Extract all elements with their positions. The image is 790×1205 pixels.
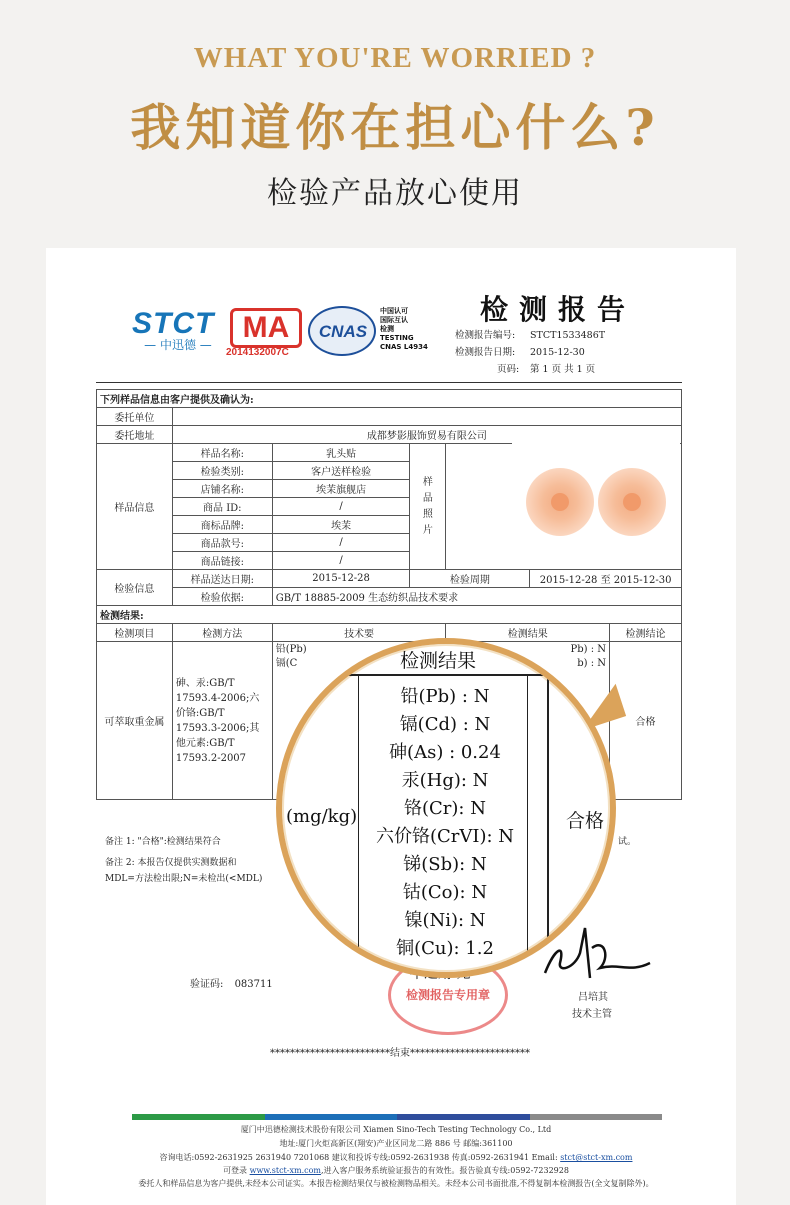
report-number-row xyxy=(455,327,605,341)
magnifier-vline xyxy=(547,674,549,962)
report-number: STCT1533486T xyxy=(530,330,606,341)
result-item: 可萃取重金属 xyxy=(97,642,173,800)
magnifier-row: 镉(Cd) : N xyxy=(399,714,491,735)
col-item: 检测项目 xyxy=(97,624,173,642)
sample-row-value: 埃茉 xyxy=(272,516,410,534)
cnas-side-line: 中国认可 xyxy=(380,307,408,315)
footer-address: 地址:厦门火炬高新区(翔安)产业区同龙二路 886 号 邮编:361100 xyxy=(279,1139,513,1148)
footer-disclaimer: 委托人和样品信息为客户提供,未经本公司证实。本报告检测结果仅与被检测物品相关。未经本公司书面批准,不得复制本检测报告(全文复制除外)。 xyxy=(138,1179,654,1188)
period-label: 检验周期 xyxy=(410,570,530,588)
report-date: 2015-12-30 xyxy=(530,347,585,358)
magnifier-row: 汞(Hg): N xyxy=(401,770,489,791)
note-3: MDL=方法检出限;N=未检出(<MDL) xyxy=(105,874,263,884)
verify-value: 083711 xyxy=(234,979,273,990)
magnifier-row: 钴(Co): N xyxy=(402,882,488,903)
period-value: 2015-12-28 至 2015-12-30 xyxy=(530,570,682,588)
send-date: 2015-12-28 xyxy=(272,570,410,588)
report-number-label: 检测报告编号: xyxy=(455,330,516,341)
cma-number: 2014132007C xyxy=(226,347,289,358)
sample-heading: 下列样品信息由客户提供及确认为: xyxy=(97,390,682,408)
note-1 xyxy=(105,834,221,847)
sample-row-label: 商品 ID: xyxy=(172,498,272,516)
magnifier-row: 六价铬(CrVI): N xyxy=(375,826,515,847)
footer-verify-text-2: ,进入客户服务系统验证报告的有效性。报告验真专线:0592-7232928 xyxy=(321,1166,569,1175)
stct-logo: STCT xyxy=(132,307,215,340)
cma-logo-text: MA xyxy=(242,311,290,344)
signer-name: 吕培其 xyxy=(578,992,608,1003)
cnas-side-line: 国际互认 xyxy=(380,316,408,324)
magnifier-row: 铅(Pb) : N xyxy=(400,686,490,707)
report-page: 第 1 页 共 1 页 xyxy=(530,364,596,375)
note-1-text: 备注 1: "合格":检测结果符合 xyxy=(105,837,221,847)
footer-contact xyxy=(96,1153,696,1163)
col-result: 检测结果 xyxy=(446,624,610,642)
client-value xyxy=(172,408,681,426)
cnas-side-line: TESTING xyxy=(380,334,414,342)
report-date-row xyxy=(455,344,585,358)
nipple-pad-image xyxy=(526,468,594,536)
address-value: 成都梦影服饰贸易有限公司 xyxy=(172,426,681,444)
req-line: 铅(Pb) xyxy=(275,644,307,655)
sample-row-value: 乳头贴 xyxy=(272,444,410,462)
stct-logo-sub: — 中迅德 — xyxy=(144,338,212,352)
footer-verify xyxy=(96,1166,696,1176)
sample-row-value: / xyxy=(272,552,410,570)
magnifier-row: 铬(Cr): N xyxy=(404,798,486,819)
report-page-label: 页码: xyxy=(497,364,520,375)
basis-value: GB/T 18885-2009 生态纺织品技术要求 xyxy=(272,588,681,606)
report-date-label: 检测报告日期: xyxy=(455,347,516,358)
sample-photo xyxy=(512,440,680,568)
cnas-side-line: 检测 xyxy=(380,325,394,333)
footer-website-link[interactable]: www.stct-xm.com xyxy=(249,1166,321,1175)
verify-code xyxy=(190,975,273,990)
client-label: 委托单位 xyxy=(97,408,173,426)
col-conclusion: 检测结论 xyxy=(610,624,682,642)
col-req: 技术要 xyxy=(272,624,446,642)
footer-email-link[interactable]: stct@stct-xm.com xyxy=(560,1153,633,1162)
cnas-side-line: CNAS L4934 xyxy=(380,343,428,351)
sample-row-value: 客户送样检验 xyxy=(272,462,410,480)
magnifier-lens xyxy=(276,638,616,978)
result-method: 砷、汞:GB/T 17593.4-2006;六价铬:GB/T 17593.3-2006;其他元素:GB/T 17593.2-2007 xyxy=(172,642,272,800)
sample-row-label: 店铺名称: xyxy=(172,480,272,498)
sample-row-label: 商品款号: xyxy=(172,534,272,552)
basis-label: 检验依据: xyxy=(172,588,272,606)
results-heading: 检测结果: xyxy=(97,606,682,624)
address-label: 委托地址 xyxy=(97,426,173,444)
note-2: 备注 2: 本报告仅提供实测数据和 xyxy=(105,858,237,868)
end-marker: ************************结束************************ xyxy=(270,1048,530,1059)
magnifier-row: 锑(Sb): N xyxy=(403,854,487,875)
header-english: WHAT YOU'RE WORRIED ? xyxy=(193,42,597,74)
inspect-label: 检验信息 xyxy=(97,570,173,606)
footer-company: 厦门中迅德检测技术股份有限公司 Xiamen Sino-Tech Testing Technology Co., Ltd xyxy=(240,1125,552,1134)
footer-verify-text: 可登录 xyxy=(223,1166,250,1175)
col-method: 检测方法 xyxy=(172,624,272,642)
footer-contact-text: 咨询电话:0592-2631925 2631940 7201068 建议和投诉专线:0592-2631938 传真:0592-2631941 Email: xyxy=(159,1153,561,1162)
sample-row-label: 检验类别: xyxy=(172,462,272,480)
magnifier-row: 铜(Cu): 1.2 xyxy=(396,938,494,959)
cnas-logo-text: CNAS xyxy=(318,322,368,341)
cma-logo xyxy=(230,308,302,348)
send-date-label: 样品送达日期: xyxy=(172,570,272,588)
magnifier-pass: 合格 xyxy=(566,810,605,832)
report-title: 检测报告 xyxy=(480,293,637,326)
sample-row-value: 埃茉旗舰店 xyxy=(272,480,410,498)
photo-label xyxy=(410,444,446,570)
header-chinese: 我知道你在担心什么? xyxy=(130,98,660,157)
footer-color-bar xyxy=(132,1114,662,1120)
seal-text: 检测报告专用章 xyxy=(405,988,490,1002)
magnifier-header: 检测结果 xyxy=(400,650,477,672)
note-1-tail: 试。 xyxy=(618,837,637,847)
header-subtitle: 检验产品放心使用 xyxy=(267,176,523,211)
sample-row-label: 商标品牌: xyxy=(172,516,272,534)
magnifier-unit: (mg/kg) xyxy=(286,806,358,827)
signer-role: 技术主管 xyxy=(572,1009,612,1020)
magnifier-row: 镍(Ni): N xyxy=(404,910,486,931)
sample-row-label: 商品链接: xyxy=(172,552,272,570)
sample-row-label: 样品名称: xyxy=(172,444,272,462)
result-line: b) : N xyxy=(577,658,607,669)
sample-info-label: 样品信息 xyxy=(97,444,173,570)
sample-row-value: / xyxy=(272,498,410,516)
result-line: Pb) : N xyxy=(570,644,607,655)
result-conclusion: 合格 xyxy=(610,642,682,800)
report-page-row xyxy=(497,361,595,375)
req-line: 镉(C xyxy=(275,658,298,669)
cnas-side-text xyxy=(380,307,428,352)
verify-label: 验证码: xyxy=(190,979,224,990)
sample-row-value: / xyxy=(272,534,410,552)
photo-label-text: 样品照片 xyxy=(422,476,433,536)
divider xyxy=(96,382,682,383)
nipple-pad-image xyxy=(598,468,666,536)
magnifier-row: 砷(As) : 0.24 xyxy=(389,742,501,763)
